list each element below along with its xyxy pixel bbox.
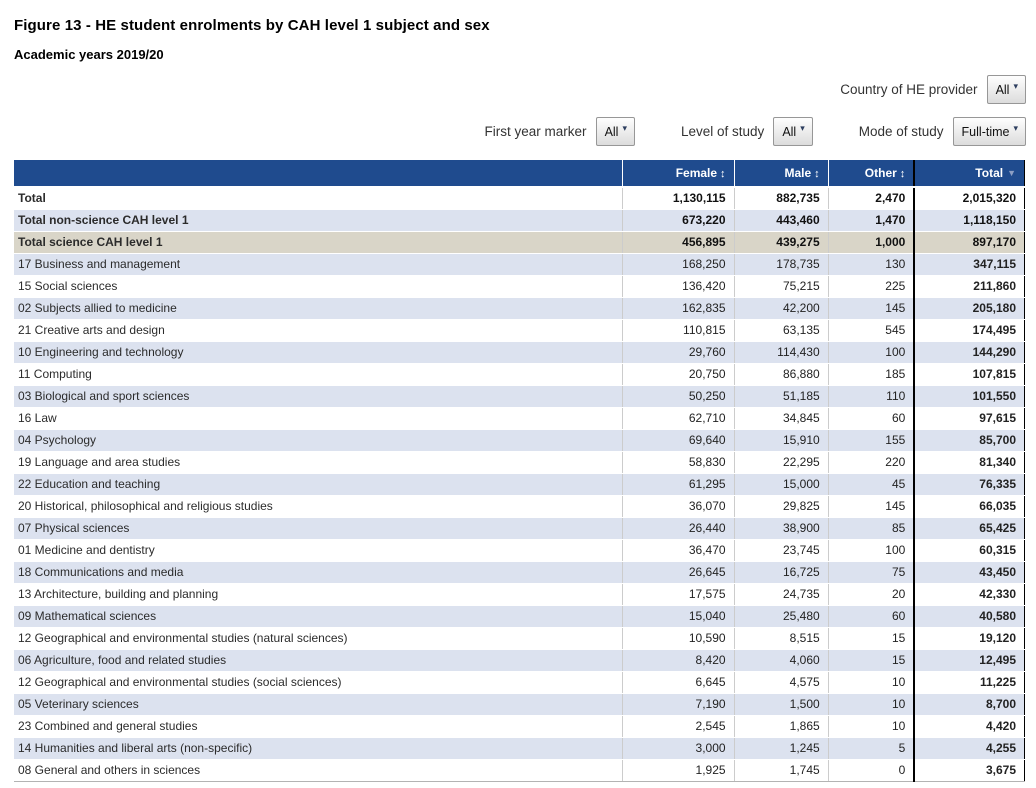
row-label: 03 Biological and sport sciences xyxy=(14,385,623,407)
cell-female: 110,815 xyxy=(623,319,734,341)
cell-male: 51,185 xyxy=(734,385,828,407)
cell-male: 178,735 xyxy=(734,253,828,275)
cell-other: 60 xyxy=(828,407,914,429)
cell-other: 2,470 xyxy=(828,187,914,209)
row-label: 18 Communications and media xyxy=(14,561,623,583)
cell-total: 85,700 xyxy=(914,429,1024,451)
cell-total: 81,340 xyxy=(914,451,1024,473)
cell-female: 62,710 xyxy=(623,407,734,429)
mode-filter-label: Mode of study xyxy=(858,124,944,139)
row-label: 13 Architecture, building and planning xyxy=(14,583,623,605)
table-row xyxy=(14,187,1025,209)
cell-female: 36,070 xyxy=(623,495,734,517)
row-label: 15 Social sciences xyxy=(14,275,623,297)
country-filter-dropdown[interactable] xyxy=(987,75,1026,104)
level-filter-dropdown[interactable] xyxy=(773,117,812,146)
enrolments-table xyxy=(14,160,1025,782)
table-row xyxy=(14,385,1025,407)
cell-male: 1,245 xyxy=(734,737,828,759)
cell-other: 1,470 xyxy=(828,209,914,231)
table-body xyxy=(14,187,1025,781)
cell-male: 75,215 xyxy=(734,275,828,297)
table-row xyxy=(14,297,1025,319)
cell-other: 85 xyxy=(828,517,914,539)
cell-total: 101,550 xyxy=(914,385,1024,407)
cell-other: 145 xyxy=(828,297,914,319)
filter-group-level xyxy=(681,117,813,146)
row-label: 21 Creative arts and design xyxy=(14,319,623,341)
column-header-total[interactable] xyxy=(914,160,1024,187)
cell-male: 38,900 xyxy=(734,517,828,539)
filter-group-mode xyxy=(859,117,1026,146)
level-filter-label: Level of study xyxy=(681,124,765,139)
cell-female: 673,220 xyxy=(623,209,734,231)
cell-male: 1,865 xyxy=(734,715,828,737)
cell-other: 5 xyxy=(828,737,914,759)
cell-female: 20,750 xyxy=(623,363,734,385)
row-label: 02 Subjects allied to medicine xyxy=(14,297,623,319)
row-label: 10 Engineering and technology xyxy=(14,341,623,363)
table-row xyxy=(14,319,1025,341)
first-year-filter-dropdown[interactable] xyxy=(596,117,635,146)
table-row xyxy=(14,539,1025,561)
cell-total: 107,815 xyxy=(914,363,1024,385)
cell-other: 110 xyxy=(828,385,914,407)
cell-female: 29,760 xyxy=(623,341,734,363)
cell-other: 155 xyxy=(828,429,914,451)
cell-female: 61,295 xyxy=(623,473,734,495)
cell-total: 347,115 xyxy=(914,253,1024,275)
level-filter-value: All xyxy=(782,124,797,139)
table-row xyxy=(14,495,1025,517)
cell-female: 7,190 xyxy=(623,693,734,715)
row-label: 11 Computing xyxy=(14,363,623,385)
cell-other: 225 xyxy=(828,275,914,297)
mode-filter-dropdown[interactable] xyxy=(953,117,1026,146)
column-header-male[interactable] xyxy=(734,160,828,187)
row-label: 23 Combined and general studies xyxy=(14,715,623,737)
filter-row-country xyxy=(0,75,1036,104)
cell-total: 40,580 xyxy=(914,605,1024,627)
row-label: 01 Medicine and dentistry xyxy=(14,539,623,561)
cell-total: 60,315 xyxy=(914,539,1024,561)
row-label: 17 Business and management xyxy=(14,253,623,275)
cell-male: 29,825 xyxy=(734,495,828,517)
cell-other: 75 xyxy=(828,561,914,583)
cell-male: 882,735 xyxy=(734,187,828,209)
row-label: 22 Education and teaching xyxy=(14,473,623,495)
cell-total: 42,330 xyxy=(914,583,1024,605)
table-row xyxy=(14,649,1025,671)
cell-female: 168,250 xyxy=(623,253,734,275)
table-row xyxy=(14,715,1025,737)
filter-row-study xyxy=(0,117,1036,146)
cell-total: 205,180 xyxy=(914,297,1024,319)
cell-female: 1,925 xyxy=(623,759,734,781)
table-row xyxy=(14,517,1025,539)
cell-other: 15 xyxy=(828,649,914,671)
table-row xyxy=(14,209,1025,231)
cell-total: 8,700 xyxy=(914,693,1024,715)
cell-other: 15 xyxy=(828,627,914,649)
cell-male: 34,845 xyxy=(734,407,828,429)
cell-male: 114,430 xyxy=(734,341,828,363)
cell-total: 12,495 xyxy=(914,649,1024,671)
page-subtitle: Academic years 2019/20 xyxy=(14,47,164,62)
cell-female: 136,420 xyxy=(623,275,734,297)
sort-updown-icon: ↕ xyxy=(814,168,820,180)
row-label: 07 Physical sciences xyxy=(14,517,623,539)
cell-female: 162,835 xyxy=(623,297,734,319)
row-label: 20 Historical, philosophical and religious studies xyxy=(14,495,623,517)
country-filter-label: Country of HE provider xyxy=(840,82,978,97)
cell-total: 1,118,150 xyxy=(914,209,1024,231)
sort-descending-icon: ▼ xyxy=(1007,168,1016,178)
chevron-down-icon: ▾ xyxy=(800,123,805,133)
cell-other: 45 xyxy=(828,473,914,495)
cell-other: 100 xyxy=(828,539,914,561)
cell-total: 3,675 xyxy=(914,759,1024,781)
cell-total: 43,450 xyxy=(914,561,1024,583)
cell-male: 23,745 xyxy=(734,539,828,561)
column-label-total: Total xyxy=(975,166,1004,180)
table-row xyxy=(14,561,1025,583)
cell-female: 26,440 xyxy=(623,517,734,539)
row-label: 04 Psychology xyxy=(14,429,623,451)
table-row xyxy=(14,275,1025,297)
cell-female: 15,040 xyxy=(623,605,734,627)
table-row xyxy=(14,231,1025,253)
table-row xyxy=(14,759,1025,781)
cell-other: 10 xyxy=(828,693,914,715)
cell-female: 2,545 xyxy=(623,715,734,737)
cell-male: 42,200 xyxy=(734,297,828,319)
cell-other: 0 xyxy=(828,759,914,781)
cell-male: 4,060 xyxy=(734,649,828,671)
cell-other: 145 xyxy=(828,495,914,517)
cell-female: 3,000 xyxy=(623,737,734,759)
cell-total: 19,120 xyxy=(914,627,1024,649)
first-year-filter-label: First year marker xyxy=(484,124,587,139)
table-row xyxy=(14,341,1025,363)
cell-female: 6,645 xyxy=(623,671,734,693)
cell-male: 15,910 xyxy=(734,429,828,451)
cell-male: 22,295 xyxy=(734,451,828,473)
cell-male: 24,735 xyxy=(734,583,828,605)
column-label-other: Other xyxy=(864,166,897,180)
cell-total: 4,420 xyxy=(914,715,1024,737)
table-row xyxy=(14,473,1025,495)
cell-female: 17,575 xyxy=(623,583,734,605)
cell-other: 220 xyxy=(828,451,914,473)
filter-group-country xyxy=(840,75,1026,104)
cell-other: 10 xyxy=(828,715,914,737)
cell-total: 174,495 xyxy=(914,319,1024,341)
row-label: 08 General and others in sciences xyxy=(14,759,623,781)
cell-total: 4,255 xyxy=(914,737,1024,759)
cell-female: 456,895 xyxy=(623,231,734,253)
row-label: Total non-science CAH level 1 xyxy=(14,209,623,231)
table-row xyxy=(14,605,1025,627)
row-label: 06 Agriculture, food and related studies xyxy=(14,649,623,671)
cell-male: 1,500 xyxy=(734,693,828,715)
table-row xyxy=(14,253,1025,275)
cell-male: 4,575 xyxy=(734,671,828,693)
cell-other: 100 xyxy=(828,341,914,363)
cell-total: 2,015,320 xyxy=(914,187,1024,209)
table-header xyxy=(14,160,1025,187)
country-filter-value: All xyxy=(995,82,1010,97)
cell-male: 25,480 xyxy=(734,605,828,627)
table-row xyxy=(14,451,1025,473)
cell-female: 1,130,115 xyxy=(623,187,734,209)
cell-female: 50,250 xyxy=(623,385,734,407)
cell-male: 443,460 xyxy=(734,209,828,231)
table-row xyxy=(14,693,1025,715)
row-label: 16 Law xyxy=(14,407,623,429)
chevron-down-icon: ▾ xyxy=(1013,81,1018,91)
sort-updown-icon: ↕ xyxy=(899,168,906,180)
chevron-down-icon: ▾ xyxy=(622,123,627,133)
cell-other: 10 xyxy=(828,671,914,693)
cell-male: 8,515 xyxy=(734,627,828,649)
column-header-female[interactable] xyxy=(623,160,734,187)
row-label: 05 Veterinary sciences xyxy=(14,693,623,715)
table-row xyxy=(14,671,1025,693)
cell-female: 58,830 xyxy=(623,451,734,473)
cell-male: 16,725 xyxy=(734,561,828,583)
cell-male: 1,745 xyxy=(734,759,828,781)
mode-filter-value: Full-time xyxy=(961,124,1010,139)
cell-total: 11,225 xyxy=(914,671,1024,693)
cell-total: 65,425 xyxy=(914,517,1024,539)
cell-other: 60 xyxy=(828,605,914,627)
table-row xyxy=(14,407,1025,429)
row-label: Total xyxy=(14,187,623,209)
row-label: 12 Geographical and environmental studies (social sciences) xyxy=(14,671,623,693)
sort-updown-icon: ↕ xyxy=(720,168,726,180)
filter-group-first-year xyxy=(485,117,635,146)
cell-female: 10,590 xyxy=(623,627,734,649)
header-cell-blank xyxy=(14,160,623,187)
cell-female: 8,420 xyxy=(623,649,734,671)
cell-total: 76,335 xyxy=(914,473,1024,495)
cell-other: 545 xyxy=(828,319,914,341)
row-label: 09 Mathematical sciences xyxy=(14,605,623,627)
column-label-female: Female xyxy=(675,166,718,180)
table-row xyxy=(14,737,1025,759)
cell-total: 97,615 xyxy=(914,407,1024,429)
cell-total: 144,290 xyxy=(914,341,1024,363)
cell-other: 185 xyxy=(828,363,914,385)
table-row xyxy=(14,583,1025,605)
chevron-down-icon: ▾ xyxy=(1013,123,1018,133)
table-row xyxy=(14,363,1025,385)
cell-female: 26,645 xyxy=(623,561,734,583)
row-label: 19 Language and area studies xyxy=(14,451,623,473)
page-title: Figure 13 - HE student enrolments by CAH level 1 subject and sex xyxy=(14,17,490,34)
cell-total: 66,035 xyxy=(914,495,1024,517)
cell-other: 1,000 xyxy=(828,231,914,253)
cell-total: 211,860 xyxy=(914,275,1024,297)
cell-male: 439,275 xyxy=(734,231,828,253)
first-year-filter-value: All xyxy=(604,124,619,139)
cell-male: 86,880 xyxy=(734,363,828,385)
cell-total: 897,170 xyxy=(914,231,1024,253)
cell-male: 63,135 xyxy=(734,319,828,341)
row-label: Total science CAH level 1 xyxy=(14,231,623,253)
cell-female: 69,640 xyxy=(623,429,734,451)
header-row xyxy=(14,160,1025,187)
cell-male: 15,000 xyxy=(734,473,828,495)
cell-other: 20 xyxy=(828,583,914,605)
table-row xyxy=(14,429,1025,451)
cell-other: 130 xyxy=(828,253,914,275)
cell-female: 36,470 xyxy=(623,539,734,561)
row-label: 12 Geographical and environmental studies (natural sciences) xyxy=(14,627,623,649)
column-label-male: Male xyxy=(784,166,812,180)
column-header-other[interactable] xyxy=(828,160,914,187)
row-label: 14 Humanities and liberal arts (non-specific) xyxy=(14,737,623,759)
table-row xyxy=(14,627,1025,649)
